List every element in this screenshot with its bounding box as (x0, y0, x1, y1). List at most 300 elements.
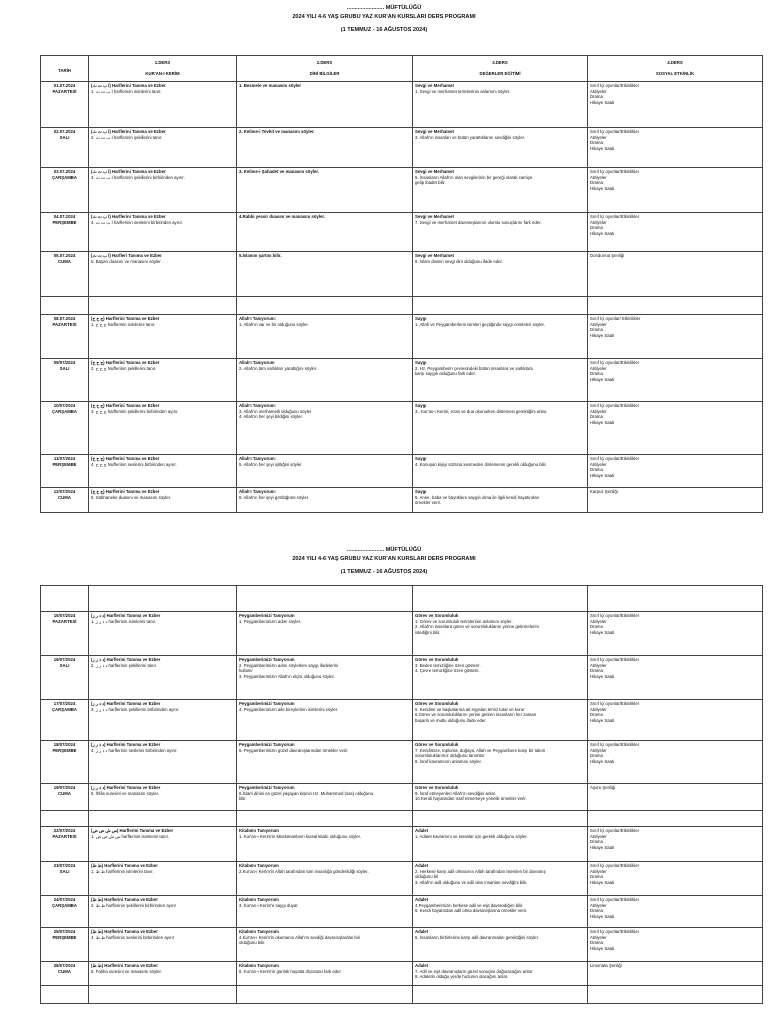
date-text: 10/07/2024 (53, 403, 76, 408)
date-cell (41, 928, 89, 962)
date-cell (41, 488, 89, 513)
religion-cell-line: 6.İslam dinini en güzel yaşayan kişinin Hz. Muhammed (sas) olduğunu (239, 790, 373, 796)
date-text: 17/07/2024 (53, 701, 76, 706)
table-row (41, 928, 763, 962)
quran-cell (89, 213, 237, 252)
quran-cell (89, 896, 237, 928)
social-cell (588, 928, 763, 962)
social-cell-line: Atölyeler (590, 408, 607, 414)
values-cell-line: Adalet (415, 929, 429, 934)
values-cell-line: 3.. Kur'an-ı Kerim, ezan ve dua okunurken dinlemesi gerektiğini anlar. (415, 408, 548, 414)
quran-cell (89, 168, 237, 213)
values-cell-line: 6.Görev ve sorumluluklarını yerine getiren insanların her zaman (415, 712, 537, 718)
values-cell-line: Adalet (415, 828, 429, 833)
column-header-top: 2.DERS (316, 60, 333, 66)
spacer-row-cell (237, 297, 413, 315)
values-cell-line: 3. Allah'ın insanları ve bütün yarattıklarını sevdiğini söyler. (415, 134, 525, 140)
column-header (588, 56, 763, 82)
values-cell-line: 2. Allah'ın insanlara görev ve sorumluluklarını yerine getirmelerini (415, 624, 539, 630)
quran-cell-line: 4. ا ب ت ث harflerinin seslerini birbirinden ayırır. (91, 219, 183, 225)
religion-cell-line: Kitabımı Tanıyorum (239, 828, 279, 833)
religion-cell (237, 928, 413, 962)
social-cell-line: Drama (590, 712, 603, 718)
values-cell-line: 2. Hz. Peygamberin çevresindeki bütün insanlara ve varlıklara (415, 365, 533, 371)
social-cell-line: Drama (590, 371, 603, 377)
quran-cell-line: (د ذ ر ز) Harflerini Tanıma ve Ezber (91, 613, 161, 618)
religion-cell-line: olduğunu bilir. (239, 940, 266, 946)
values-cell-line: sorumluluklarımız olduğunu tanımlar (415, 753, 485, 759)
date-cell (41, 862, 89, 896)
values-cell-line: 4.Peygamberimizin herkese adil ve eşit davrandığını bilir. (415, 902, 524, 908)
social-cell-line: Drama (590, 839, 603, 845)
table-row (41, 128, 763, 168)
day-text: PERŞEMBE (52, 461, 77, 467)
religion-cell-line: 3. Kur'an-ı Kerim'e saygı duyar. (239, 902, 299, 908)
quran-cell (89, 741, 237, 784)
social-cell-line: Hikaye Saati (590, 376, 615, 382)
social-cell (588, 656, 763, 700)
table-row (41, 862, 763, 896)
social-cell (588, 962, 763, 986)
spacer-row-cell (588, 297, 763, 315)
values-cell (413, 128, 588, 168)
column-header-top: 3.DERS (492, 60, 508, 66)
column-header (237, 56, 413, 82)
quran-cell-line: 3. د ذ ر ز harflerinin şekillerini birbirinden ayırır. (91, 706, 180, 712)
values-cell-line: 1. Sevgi ve merhamet terimlerinin anlamını söyler. (415, 88, 511, 94)
social-cell-line: Atölyeler (590, 934, 607, 940)
date-text: 24/07/2024 (53, 897, 76, 902)
religion-cell (237, 700, 413, 741)
social-cell-line: Drama (590, 908, 603, 914)
social-cell (588, 488, 763, 513)
spacer-row-cell (588, 811, 763, 827)
quran-cell (89, 359, 237, 402)
date-cell (41, 168, 89, 213)
values-cell-line: Görev ve Sorumluluk (415, 613, 459, 618)
social-cell-line: Hikaye Saati (590, 332, 615, 338)
social-cell-line: Hikaye Saati (590, 673, 615, 679)
religion-cell-line: Allah'ı Tanıyorum: (239, 403, 276, 408)
table-row (41, 315, 763, 359)
values-cell-line: Sevgi ve Merhamet (415, 83, 454, 88)
social-cell-line: Atölyeler (590, 706, 607, 712)
empty-header-row-cell (41, 586, 89, 612)
quran-cell (89, 455, 237, 488)
empty-footer-row-cell (237, 986, 413, 1004)
date-cell (41, 784, 89, 811)
quran-cell (89, 784, 237, 811)
values-cell-line: Görev ve Sorumluluk (415, 785, 459, 790)
values-cell (413, 402, 588, 455)
values-cell (413, 700, 588, 741)
date-text: 08.07.2024 (53, 316, 76, 321)
values-cell-line: Saygı (415, 403, 427, 408)
quran-cell-line: 2. ط ظ harflerinin şekillerini birbirinden ayırır (91, 902, 177, 908)
religion-cell (237, 128, 413, 168)
quran-cell (89, 82, 237, 128)
empty-footer-row (41, 986, 763, 1004)
values-cell-line: 8. İsraf kavramının anlamını söyler. (415, 758, 482, 764)
social-cell (588, 252, 763, 297)
values-cell-line: örnekler verir. (415, 500, 442, 506)
quran-cell (89, 315, 237, 359)
social-cell-line: Hikaye Saati (590, 758, 615, 764)
quran-cell-line: (د ذ ر ز) Harflerini Tanıma ve Ezber (91, 785, 161, 790)
social-cell-line: Sınıf İçi oyunlar/Etkinlikler (590, 214, 640, 219)
spacer-row-cell (413, 297, 588, 315)
quran-cell-line: (ط ظ) Harflerini Tanıma ve Ezber (91, 929, 158, 934)
values-cell-line: 5. Kendi hayatından adil olma davranışlarına örnekler verir. (415, 908, 528, 914)
quran-cell-line: (ا ب ت ث) Harflerini Tanıma ve Ezber (91, 214, 166, 219)
date-cell (41, 402, 89, 455)
religion-cell-line: 1. Besmele ve manasını söyler (239, 83, 302, 88)
values-cell (413, 862, 588, 896)
day-text: PAZARTESİ (52, 618, 77, 624)
religion-cell (237, 455, 413, 488)
date-text: 22/07/2024 (53, 828, 76, 833)
religion-cell-line: Allah'ı Tanıyorum: (239, 456, 276, 461)
values-cell (413, 455, 588, 488)
social-cell-line: Drama (590, 753, 603, 759)
quran-cell-line: 5. İhlâs suresini ve manasını söyler. (91, 790, 160, 796)
religion-cell-line: 4. Peygamberimizin aile bireylerinin isimlerini söyler. (239, 706, 339, 712)
social-cell-line: Sınıf İçi oyunlar/Etkinlikler (590, 657, 640, 662)
quran-cell-line: 1. ط ظ harflerinin isimlerini tanır. (91, 868, 154, 874)
social-cell-line: Limonata Şenliği (590, 963, 622, 968)
social-cell-line: Hikaye Saati (590, 185, 615, 191)
social-cell-line: Atölyeler (590, 134, 607, 140)
social-cell (588, 784, 763, 811)
social-cell-line: Drama (590, 225, 603, 231)
religion-cell-line: 2. Peygamberimizin adını söylerken saygı ifadelerini (239, 662, 339, 668)
quran-cell (89, 488, 237, 513)
table-row (41, 402, 763, 455)
values-cell-line: 6. İnsanların birbirlerine karşı adil davranmaları gerektiğini söyler. (415, 934, 539, 940)
quran-cell (89, 862, 237, 896)
values-cell-line: 5. İnsanların Allah'ın olan sevgilerinin bir gereği olarak camiye (415, 174, 533, 180)
quran-cell-line: 2. ج ح خ harflerinin şekillerini tanır. (91, 365, 157, 371)
date-cell (41, 455, 89, 488)
values-cell-line: 7. Sevgi ve merhamet davranışlarının olumlu sonuçlarını fark eder. (415, 219, 542, 225)
social-cell-line: Atölyeler (590, 88, 607, 94)
social-cell-line: Hikaye Saati (590, 419, 615, 425)
date-cell (41, 213, 89, 252)
quran-cell-line: 4. ط ظ harflerinin seslerini birbirinden ayırır (91, 934, 175, 940)
religion-cell-line: 2. Allah'ın tüm varlıkları yarattığını söyler. (239, 365, 318, 371)
table-row (41, 962, 763, 986)
religion-cell-line: Kitabımı Tanıyorum (239, 929, 279, 934)
date-cell (41, 656, 89, 700)
social-cell (588, 315, 763, 359)
religion-cell (237, 741, 413, 784)
header-title-line2: 2024 YILI 4-6 YAŞ GRUBU YAZ KUR'AN KURSLARI DERS PROGRAMI (292, 14, 476, 20)
quran-cell-line: 4. ج ح خ harflerinin seslerini birbirinden ayırır. (91, 461, 177, 467)
date-cell (41, 128, 89, 168)
values-cell-line: 7. Kendimize, topluma, doğaya, Allah ve Peygambere karşı bir takım (415, 747, 546, 753)
religion-cell-line: kullanır (239, 668, 253, 674)
social-cell-line: Aşure Şenliği (590, 785, 616, 790)
values-cell-line: Görev ve Sorumluluk (415, 701, 459, 706)
day-text: SALI (59, 662, 70, 668)
values-cell-line: 7. Adil ve eşit davranışların güzel sonuçlar doğuracağını anlar (415, 968, 533, 974)
table-row (41, 612, 763, 656)
values-cell-line: 2. Herkese karşı adil olmasının Allah tarafından istenilen bir davranış (415, 868, 546, 874)
header-title-line1: ........................ MÜFTÜLÜĞÜ (346, 547, 422, 553)
table-header-row (41, 56, 763, 82)
social-cell (588, 741, 763, 784)
religion-cell-line: 5. Allah'ın her şeyi işittiğini söyler (239, 461, 302, 467)
religion-cell (237, 962, 413, 986)
quran-cell-line: 1. ا ب ت ث harflerinin isimlerini tanır. (91, 88, 162, 94)
social-cell-line: Atölyeler (590, 461, 607, 467)
religion-cell-line: Peygamberimizi Tanıyorum (239, 785, 295, 790)
page-2-header (0, 546, 768, 577)
date-text: 09/07/2024 (53, 360, 76, 365)
religion-cell-line: Allah'ı Tanıyorum (239, 360, 275, 365)
empty-header-row-cell (89, 586, 237, 612)
values-cell-line: Sevgi ve Merhamet (415, 253, 454, 258)
social-cell-line: Sınıf İçi oyunlar/ Etkinlikler (590, 316, 641, 321)
values-cell (413, 213, 588, 252)
values-cell-line: gelip ibadet bilir. (415, 180, 446, 186)
religion-cell (237, 82, 413, 128)
values-cell-line: Saygı (415, 360, 427, 365)
religion-cell (237, 827, 413, 862)
values-cell-line: karşı saygılı olduğunu fark eder. (415, 371, 476, 377)
social-cell-line: Sınıf İçi oyunlar/Etkinlikler (590, 403, 640, 408)
schedule-table-2 (40, 585, 763, 1004)
social-cell-line: Karpuz Şenliği (590, 489, 618, 494)
day-text: ÇARŞAMBA (51, 902, 78, 908)
social-cell-line: Atölyeler (590, 902, 607, 908)
date-cell (41, 827, 89, 862)
day-text: CUMA (58, 494, 71, 500)
religion-cell-line: 3. Kelime-i Şahadet ve manasını söyler. (239, 169, 320, 174)
values-cell-line: Adalet (415, 897, 429, 902)
date-cell (41, 962, 89, 986)
social-cell (588, 359, 763, 402)
social-cell-line: Hikaye Saati (590, 913, 615, 919)
social-cell (588, 128, 763, 168)
religion-cell-line: bilir. (239, 796, 247, 802)
day-text: SALI (59, 365, 70, 371)
quran-cell-line: 5. Başarı duasını ve manasını söyler. (91, 258, 162, 264)
quran-cell (89, 612, 237, 656)
religion-cell (237, 168, 413, 213)
social-cell-line: Sınıf İçi oyunlar/Etkinlikler (590, 863, 640, 868)
religion-cell (237, 488, 413, 513)
social-cell-line: Atölyeler (590, 365, 607, 371)
social-cell-line: Hikaye Saati (590, 99, 615, 105)
table-row (41, 213, 763, 252)
spacer-row-cell (89, 811, 237, 827)
religion-cell-line: 6. Allah'ın her şeyi gördüğünü söyler. (239, 494, 310, 500)
quran-cell-line: 1. د ذ ر ز harflerinin isimlerini tanır. (91, 618, 157, 624)
values-cell (413, 784, 588, 811)
empty-footer-row-cell (588, 986, 763, 1004)
social-cell (588, 82, 763, 128)
quran-cell (89, 128, 237, 168)
values-cell-line: başarılı ve mutlu olduğunu ifade eder. (415, 717, 487, 723)
social-cell-line: Hikaye Saati (590, 879, 615, 885)
social-cell-line: Dondurma Şenliği (590, 253, 625, 258)
religion-cell-line: 5. Peygamberimizin güzel davranışlarından örnekler verir. (239, 747, 349, 753)
social-cell-line: Atölyeler (590, 833, 607, 839)
column-header-bottom: DEĞERLER EĞİTİMİ (479, 71, 521, 76)
social-cell (588, 612, 763, 656)
date-cell (41, 741, 89, 784)
values-cell-line: Sevgi ve Merhamet (415, 169, 454, 174)
quran-cell-line: (ا ب ت ث) Harflerini Tanıma ve Ezber (91, 83, 166, 88)
day-text: PERŞEMBE (52, 747, 77, 753)
religion-cell-line: Allah'ı Tanıyorum: (239, 489, 276, 494)
religion-cell-line: Peygamberimizi Tanıyorum (239, 742, 295, 747)
values-cell (413, 896, 588, 928)
quran-cell (89, 402, 237, 455)
social-cell-line: Atölyeler (590, 662, 607, 668)
social-cell-line: Sınıf İçi oyunlar/Etkinlikler (590, 613, 640, 618)
column-header (41, 56, 89, 82)
religion-cell (237, 784, 413, 811)
table-row (41, 827, 763, 862)
social-cell-line: Drama (590, 140, 603, 146)
social-cell (588, 455, 763, 488)
date-text: 05.07.2024 (53, 253, 76, 258)
religion-cell-line: 1. Peygamberimizin adını söyler. (239, 618, 302, 624)
religion-cell (237, 402, 413, 455)
date-text: 02.07.2024 (53, 129, 76, 134)
religion-cell-line: Allah'ı Tanıyorum: (239, 316, 276, 321)
date-text: 23/07/2024 (53, 863, 76, 868)
quran-cell-line: 4. د ذ ر ز harflerinin seslerini birbirinden ayırır. (91, 747, 178, 753)
social-cell-line: Sınıf İçi oyunlar/Etkinlikler (590, 929, 640, 934)
date-cell (41, 359, 89, 402)
values-cell-line: 3. Allah'ın adil olduğunu ve adil olan insanları sevdiğini bilir. (415, 879, 528, 885)
social-cell (588, 213, 763, 252)
religion-cell-line: Kitabımı Tanıyorum (239, 863, 279, 868)
quran-cell-line: (ط ظ) Harflerini Tanıma ve Ezber (91, 863, 158, 868)
social-cell (588, 168, 763, 213)
column-header-bottom: TARİH (58, 68, 71, 74)
religion-cell-line: 1. Kur'an-ı Kerim'in Müslümanların kutsal kitabı olduğunu söyler. (239, 833, 362, 839)
social-cell-line: Sınıf İçi oyunlar/Etkinlikler (590, 897, 640, 902)
table-row (41, 700, 763, 741)
day-text: SALI (59, 134, 70, 140)
day-text: PAZARTESİ (52, 833, 77, 839)
religion-cell-line: 5. Kur'an-ı Kerim'in günlük hayatta ölçüsünü fark eder (239, 968, 341, 974)
religion-cell (237, 252, 413, 297)
table-row (41, 784, 763, 811)
values-cell-line: Adalet (415, 863, 429, 868)
day-text: PAZARTESİ (52, 321, 77, 327)
values-cell (413, 359, 588, 402)
religion-cell (237, 213, 413, 252)
header-title-line2: 2024 YILI 4-6 YAŞ GRUBU YAZ KUR'AN KURSLARI DERS PROGRAMI (292, 556, 476, 562)
date-text: 16/07/2024 (53, 657, 76, 662)
religion-cell-line: 2. Kelime-i Tevhit ve manasını söyler. (239, 129, 315, 134)
religion-cell-line: 5.İslamın şartını bilir. (239, 253, 282, 258)
values-cell (413, 656, 588, 700)
day-text: PERŞEMBE (52, 934, 77, 940)
quran-cell (89, 656, 237, 700)
social-cell-line: Drama (590, 940, 603, 946)
religion-cell (237, 612, 413, 656)
social-cell (588, 700, 763, 741)
religion-cell-line: Peygamberimizi Tanıyorum (239, 701, 295, 706)
day-text: SALI (59, 868, 70, 874)
values-cell-line: 4. Konuşan kişiyi sözünü kesmeden dinlemenin gerekli olduğunu bilir. (415, 461, 547, 467)
social-cell-line: Sınıf İçi oyunlar/Etkinlikler (590, 169, 640, 174)
spacer-row-cell (41, 811, 89, 827)
column-header-bottom: SOSYAL ETKİNLİK (655, 71, 695, 76)
day-text: CUMA (58, 790, 71, 796)
quran-cell-line: 1. ج ح خ harflerinin isimlerini tanır. (91, 321, 156, 327)
values-cell-line: Görev ve Sorumluluk (415, 742, 459, 747)
values-cell-line: Sevgi ve Merhamet (415, 214, 454, 219)
social-cell-line: Sınıf İçi oyunlar/Etkinlikler (590, 360, 640, 365)
spacer-row-cell (41, 297, 89, 315)
social-cell-line: Hikaye Saati (590, 145, 615, 151)
quran-cell-line: 1. س ش ص ض harflerinin isimlerini tanır. (91, 833, 169, 839)
values-cell-line: 1. Görev ve sorumluluk terimlerinin anlamını söyler. (415, 618, 513, 624)
social-cell-line: Atölyeler (590, 747, 607, 753)
spacer-row-cell (237, 811, 413, 827)
values-cell-line: olduğunu bil (415, 874, 439, 880)
column-header-bottom: DİNİ BİLGİLER (309, 71, 340, 76)
values-cell-line: 5. Anne, baba ve büyüklere saygılı olma ile ilgili kendi hayatından (415, 494, 539, 500)
values-cell-line: 9. İsraf etmeyenleri Allah'ın sevdiğini anlar. (415, 790, 497, 796)
values-cell-line: Görev ve Sorumluluk (415, 657, 459, 662)
values-cell-line: 8. İslam dininin sevgi dini olduğunu ifade eder. (415, 258, 503, 264)
social-cell-line: Hikaye Saati (590, 629, 615, 635)
values-cell (413, 488, 588, 513)
social-cell-line: Atölyeler (590, 321, 607, 327)
day-text: CUMA (58, 968, 71, 974)
social-cell-line: Sınıf İçi oyunlar/Etkinlikler (590, 742, 640, 747)
date-text: 19/07/2024 (53, 785, 76, 790)
quran-cell-line: (ا ب ت ث) Harflerini Tanıma ve Ezber (91, 169, 166, 174)
column-header-top: 4.DERS (667, 60, 683, 66)
empty-footer-row-cell (89, 986, 237, 1004)
religion-cell-line: Kitabımı Tanıyorum (239, 897, 279, 902)
day-text: CUMA (58, 258, 71, 264)
social-cell-line: Drama (590, 467, 603, 473)
social-cell (588, 862, 763, 896)
header-title-line3: (1 TEMMUZ - 16 AĞUSTOS 2024) (340, 27, 428, 33)
empty-header-row-cell (413, 586, 588, 612)
religion-cell-line: Kitabımı Tanıyorum (239, 963, 279, 968)
table-row (41, 82, 763, 128)
spacer-row (41, 297, 763, 315)
religion-cell-line: Peygamberimizi Tanıyorum (239, 613, 295, 618)
quran-cell-line: 2. د ذ ر ز harflerinin şekillerini tanır. (91, 662, 158, 668)
date-text: 15/07/2024 (53, 613, 76, 618)
column-header (89, 56, 237, 82)
date-cell (41, 896, 89, 928)
page-1-header (0, 4, 768, 35)
social-cell-line: Drama (590, 180, 603, 186)
quran-cell-line: (ط ظ) Harflerini Tanıma ve Ezber (91, 963, 158, 968)
spacer-row-cell (89, 297, 237, 315)
date-cell (41, 612, 89, 656)
date-text: 01.07.2024 (53, 83, 76, 88)
quran-cell-line: (ج ح خ) Harflerini Tanıma ve Ezber (91, 316, 160, 321)
quran-cell (89, 827, 237, 862)
quran-cell-line: (ج ح خ) Harflerini Tanıma ve Ezber (91, 403, 160, 408)
social-cell-line: Drama (590, 874, 603, 880)
values-cell (413, 168, 588, 213)
